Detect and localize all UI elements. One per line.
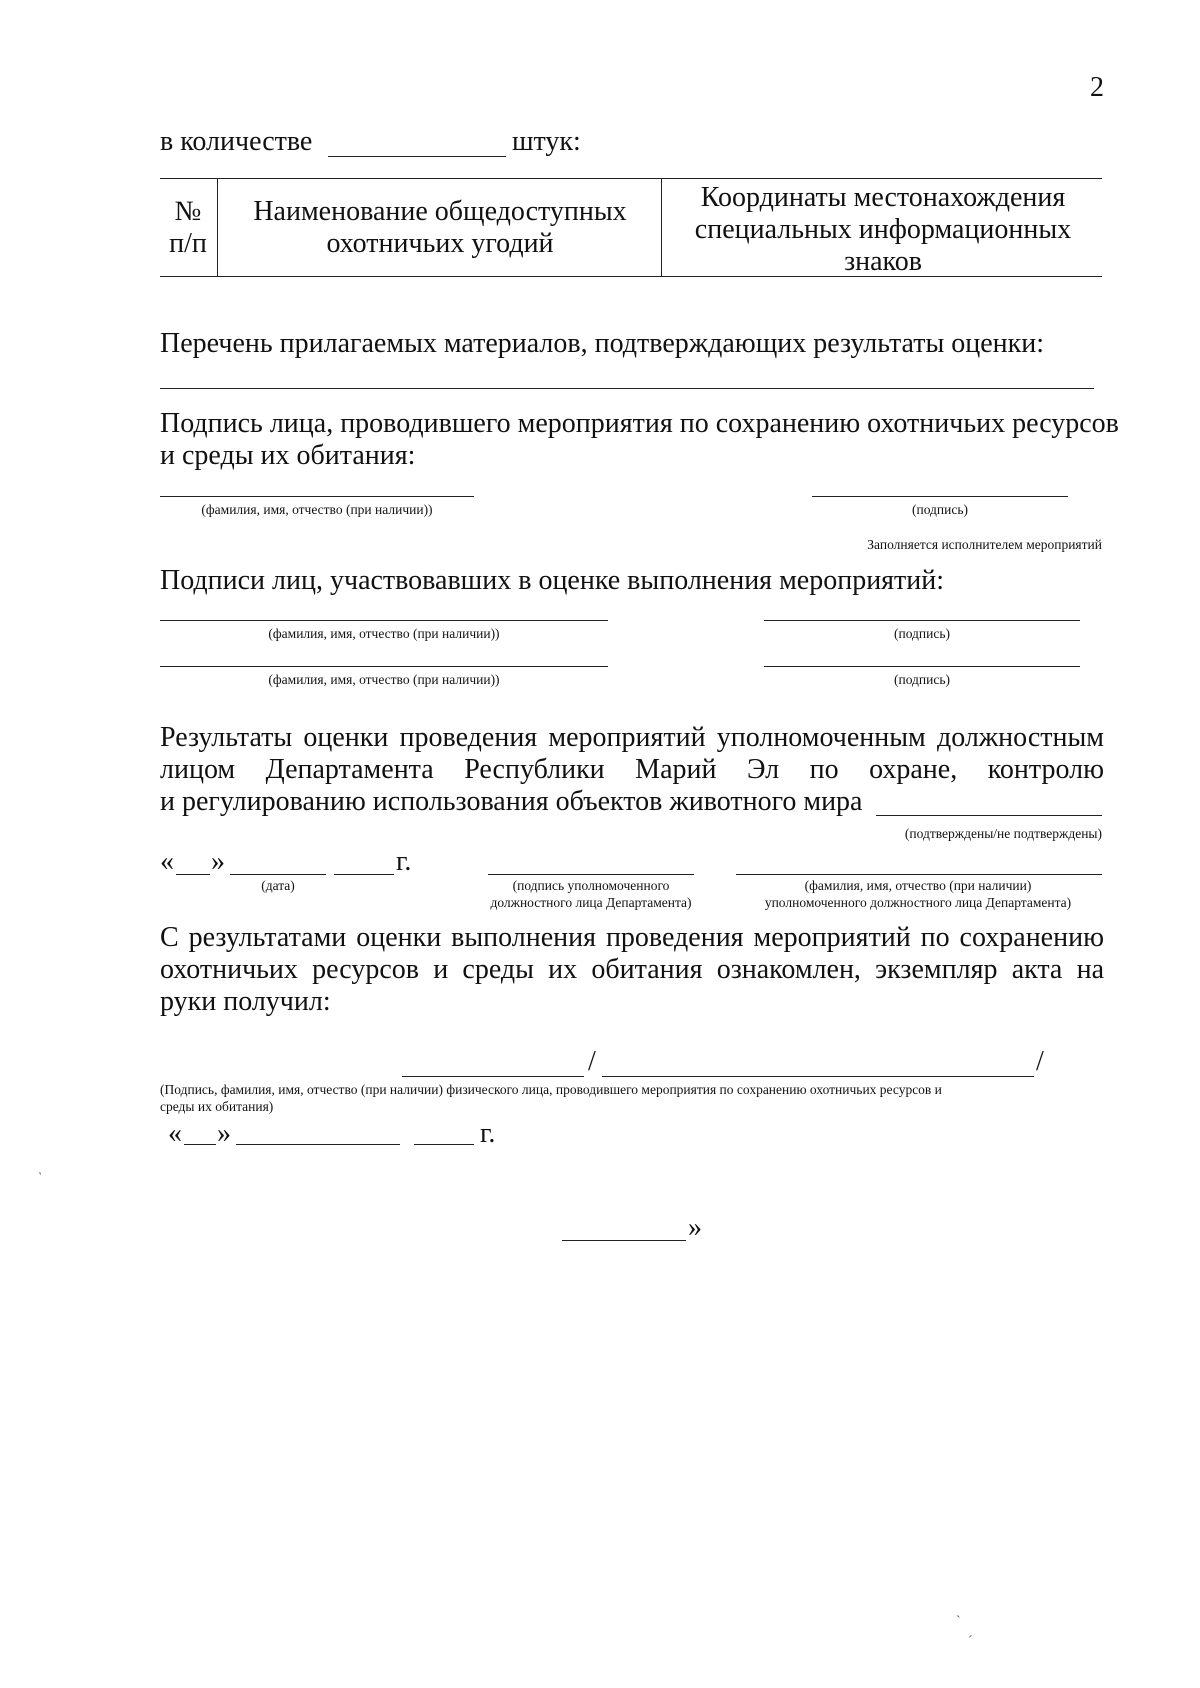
performer-text-line2: и среды их обитания: <box>160 440 416 471</box>
performer-sign-caption: (подпись) <box>911 502 969 517</box>
ack-year-suffix: г. <box>480 1118 496 1149</box>
participant-1-fio-blank[interactable] <box>160 620 608 621</box>
results-text-line3: и регулированию использования объектов животного мира <box>160 786 863 817</box>
ack-text-line1: С результатами оценки выполнения проведения мероприятий по сохранению <box>160 922 1104 953</box>
participant-1-fio-caption: (фамилия, имя, отчество (при наличии)) <box>268 626 500 641</box>
results-official-fio-caption-2: уполномоченного должностного лица Департамента) <box>764 895 1072 910</box>
quantity-blank[interactable] <box>328 156 506 157</box>
footer-quote-mark: » <box>688 1212 702 1243</box>
results-official-sign-caption-2: должностного лица Департамента) <box>490 895 692 910</box>
results-month-blank[interactable] <box>230 874 326 875</box>
results-status-caption: (подтверждены/не подтверждены) <box>904 826 1102 841</box>
page-number: 2 <box>1090 72 1104 103</box>
results-year-suffix: г. <box>396 846 412 877</box>
participant-2-sign-blank[interactable] <box>764 666 1080 667</box>
results-official-fio-caption-1: (фамилия, имя, отчество (при наличии) <box>804 878 1032 893</box>
results-official-sign-blank[interactable] <box>488 874 694 875</box>
table-header-number: № п/п <box>169 196 207 259</box>
materials-label: Перечень прилагаемых материалов, подтверждающих результаты оценки: <box>160 328 1045 359</box>
table-col-divider-2 <box>661 178 662 276</box>
scan-speck-bottom-2: ˊ <box>968 1634 973 1649</box>
results-text-line1: Результаты оценки проведения мероприятий уполномоченным должностным <box>160 722 1104 753</box>
results-date-open: « <box>160 846 174 877</box>
performer-text-line1: Подпись лица, проводившего мероприятия по сохранению охотничьих ресурсов <box>160 408 1119 439</box>
materials-blank[interactable] <box>160 388 1094 389</box>
results-text-line2: лицом Департамента Республики Марий Эл по охране, контролю <box>160 754 1104 785</box>
results-date-close: » <box>211 846 225 877</box>
results-official-sign-caption-1: (подпись уполномоченного <box>512 878 670 893</box>
ack-date-open: « <box>168 1118 182 1149</box>
results-year-blank[interactable] <box>334 874 394 875</box>
ack-text-line2: охотничьих ресурсов и среды их обитания ознакомлен, экземпляр акта на <box>160 954 1104 985</box>
ack-date-close: » <box>217 1118 231 1149</box>
performer-fio-blank[interactable] <box>160 496 474 497</box>
participant-1-sign-caption: (подпись) <box>893 626 951 641</box>
footer-blank <box>562 1240 686 1241</box>
quantity-prefix: в количестве <box>160 126 313 157</box>
participant-2-fio-caption: (фамилия, имя, отчество (при наличии)) <box>268 672 500 687</box>
performer-note: Заполняется исполнителем мероприятий <box>867 537 1102 552</box>
table-header-name: Наименование общедоступных охотничьих угодий <box>253 196 627 259</box>
ack-text-line3: руки получил: <box>160 986 331 1017</box>
ack-caption-line2: среды их обитания) <box>160 1099 274 1114</box>
ack-caption-line1: (Подпись, фамилия, имя, отчество (при наличии) физического лица, проводившего мероприятия по сохранению охотничьих ресурсов и <box>160 1082 942 1097</box>
ack-slash-2: / <box>1036 1046 1044 1077</box>
results-official-fio-blank[interactable] <box>736 874 1102 875</box>
table-col-divider-1 <box>217 178 218 276</box>
participant-2-sign-caption: (подпись) <box>893 672 951 687</box>
quantity-suffix: штук: <box>512 126 581 157</box>
table-header-coordinates: Координаты местонахождения специальных информационных знаков <box>694 182 1072 277</box>
performer-fio-caption: (фамилия, имя, отчество (при наличии)) <box>201 502 433 517</box>
ack-day-blank[interactable] <box>184 1144 216 1145</box>
participants-heading: Подписи лиц, участвовавших в оценке выполнения мероприятий: <box>160 565 945 596</box>
ack-month-blank[interactable] <box>236 1144 400 1145</box>
ack-year-blank[interactable] <box>414 1144 474 1145</box>
results-date-caption: (дата) <box>261 878 295 893</box>
scan-speck-left: ˋ <box>30 1170 44 1185</box>
performer-sign-blank[interactable] <box>812 496 1068 497</box>
scan-speck-bottom-1: ˋ <box>956 1614 961 1629</box>
participant-1-sign-blank[interactable] <box>764 620 1080 621</box>
table-top-border <box>160 178 1102 179</box>
ack-slash-1: / <box>588 1046 596 1077</box>
ack-fio-blank[interactable] <box>602 1076 1034 1077</box>
participant-2-fio-blank[interactable] <box>160 666 608 667</box>
results-day-blank[interactable] <box>176 874 210 875</box>
ack-sign-blank[interactable] <box>402 1076 584 1077</box>
results-status-blank[interactable] <box>876 815 1102 816</box>
